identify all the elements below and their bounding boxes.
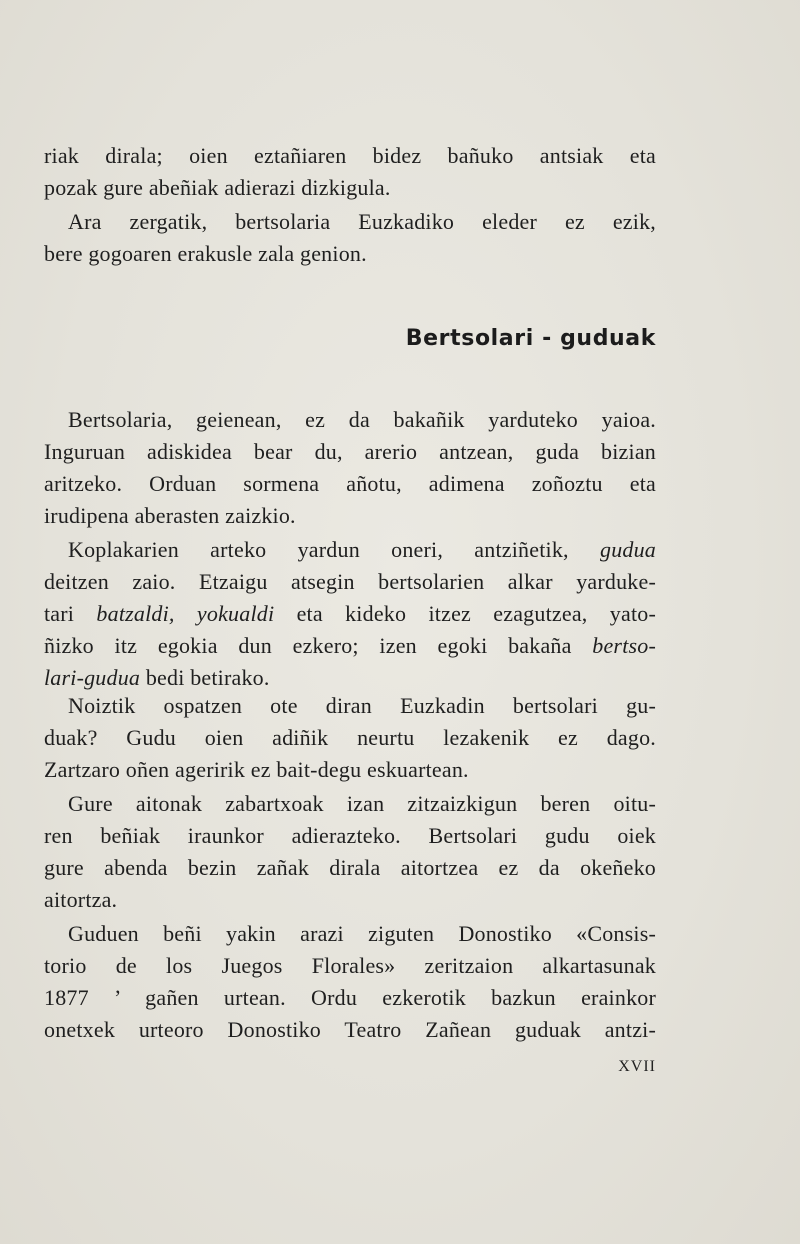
text-line: bere gogoaren erakusle zala genion. xyxy=(44,241,367,266)
text-line xyxy=(44,630,656,662)
text-line xyxy=(44,534,656,566)
text-line: Noiztik ospatzen ote diran Euzkadin bertsolari gu- xyxy=(68,693,656,718)
text-line xyxy=(44,598,656,630)
text-line: aritzeko. Orduan sormena añotu, adimena zoñoztu eta xyxy=(44,471,656,496)
page-number: XVII xyxy=(618,1058,656,1075)
text-line: ren beñiak iraunkor adierazteko. Bertsolari gudu oiek xyxy=(44,823,656,848)
text-line: deitzen zaio. Etzaigu atsegin bertsolarien alkar yarduke- xyxy=(44,569,656,594)
text-line: pozak gure abeñiak adierazi dizkigula. xyxy=(44,175,391,200)
section-title: Bertsolari - guduak xyxy=(405,326,656,351)
text-span: tari xyxy=(44,601,97,626)
text-line: Zartzaro oñen ageririk ez bait-degu eskuartean. xyxy=(44,757,469,782)
paragraph-2 xyxy=(44,534,656,694)
text-line: Inguruan adiskidea bear du, arerio antzean, guda bizian xyxy=(44,439,656,464)
italic-term: gudua xyxy=(600,537,656,562)
text-span: Koplakarien arteko yardun oneri, antziñetik, xyxy=(68,537,600,562)
text-line: gure abenda bezin zañak dirala aitortzea ez da okeñeko xyxy=(44,855,656,880)
text-line: Guduen beñi yakin arazi ziguten Donostiko «Consis- xyxy=(68,921,656,946)
paragraph-4 xyxy=(44,788,656,916)
italic-term: batzaldi, yokualdi xyxy=(96,601,275,626)
text-span: bedi betirako. xyxy=(140,665,270,690)
text-line: Bertsolaria, geienean, ez da bakañik yarduteko yaioa. xyxy=(68,407,656,432)
paragraph-5 xyxy=(44,918,656,1046)
text-line: onetxek urteoro Donostiko Teatro Zañean guduak antzi- xyxy=(44,1017,656,1042)
text-line: Ara zergatik, bertsolaria Euzkadiko eleder ez ezik, xyxy=(68,209,656,234)
top-paragraphs xyxy=(44,140,656,270)
text-line: 1877 ’ gañen urtean. Ordu ezkerotik bazkun erainkor xyxy=(44,985,656,1010)
text-span: eta kideko itzez ezagutzea, yato- xyxy=(274,601,656,626)
paragraph-1 xyxy=(44,404,656,532)
italic-term: bertso- xyxy=(592,633,656,658)
text-span: ñizko itz egokia dun ezkero; izen egoki bakaña xyxy=(44,633,593,658)
text-line: irudipena aberasten zaizkio. xyxy=(44,503,296,528)
text-line: aitortza. xyxy=(44,887,118,912)
text-line: torio de los Juegos Florales» zeritzaion alkartasunak xyxy=(44,953,656,978)
text-line: duak? Gudu oien adiñik neurtu lezakenik ez dago. xyxy=(44,725,656,750)
text-line: riak dirala; oien eztañiaren bidez bañuko antsiak eta xyxy=(44,143,656,168)
italic-term: lari-gudua xyxy=(44,665,141,690)
paragraph-3 xyxy=(44,690,656,786)
text-line: Gure aitonak zabartxoak izan zitzaizkigun beren oitu- xyxy=(68,791,656,816)
